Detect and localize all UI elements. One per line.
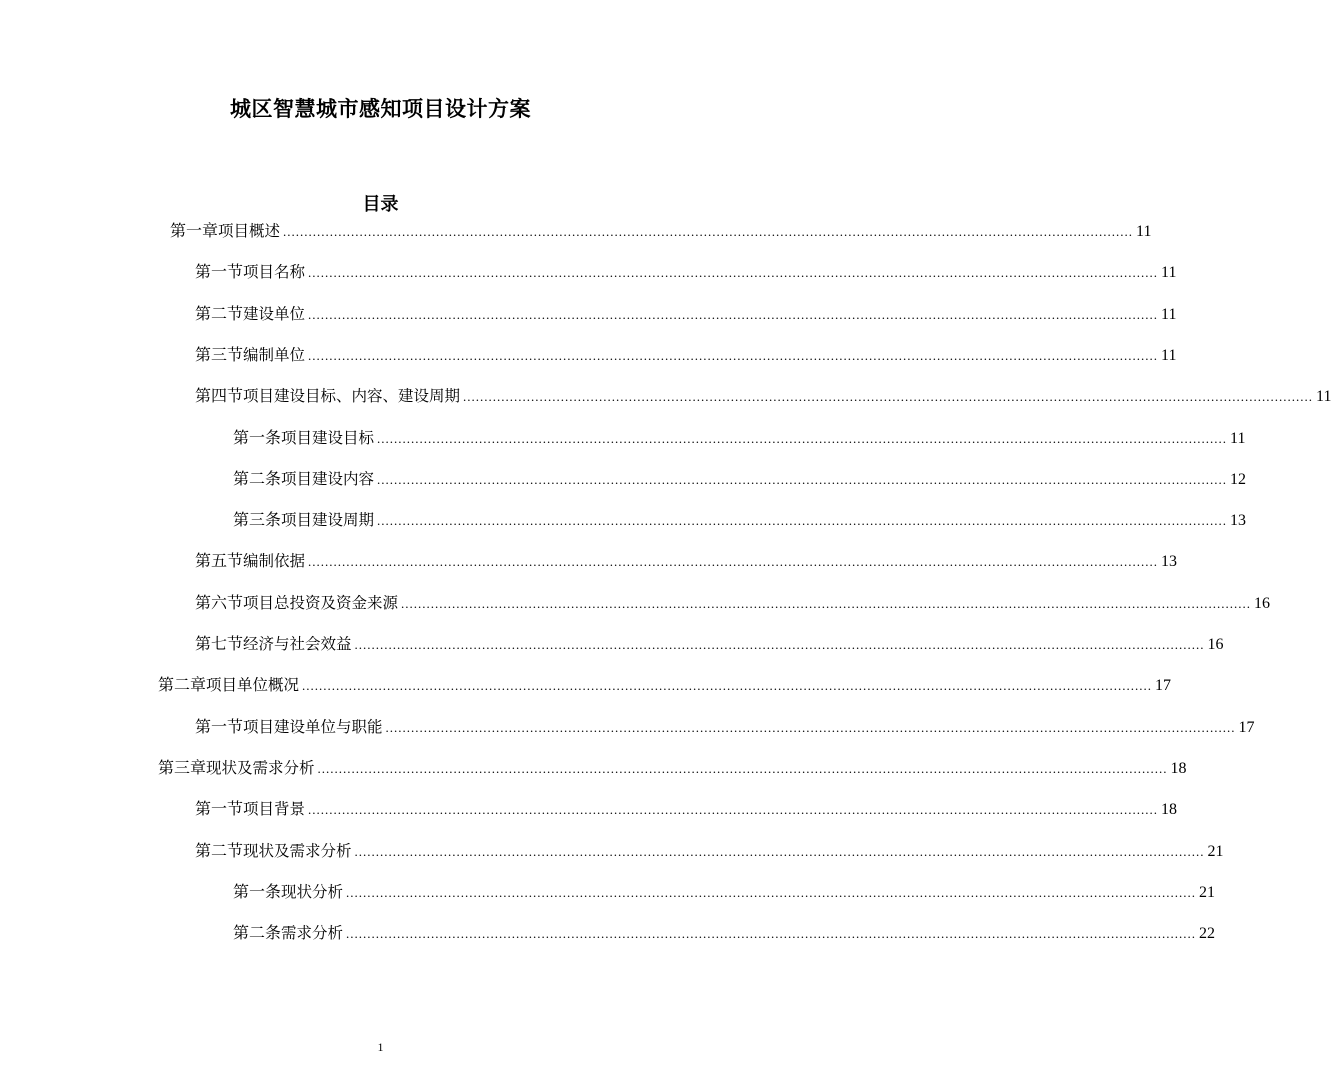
- toc-entry-label: 第一节: [195, 264, 244, 282]
- toc-entry-label: 第一节: [195, 718, 244, 736]
- toc-entry-page: 11: [1161, 264, 1177, 282]
- toc-entry-page: 22: [1199, 925, 1216, 943]
- toc-entry-leader: ........................................................................................................................................................................................................: [317, 760, 1168, 776]
- toc-entry-page: 11: [1230, 429, 1246, 447]
- toc-entry-leader: ........................................................................................................................................................................................................: [346, 926, 1197, 942]
- toc-entry-leader: ........................................................................................................................................................................................................: [302, 678, 1153, 694]
- toc-entry-leader: ........................................................................................................................................................................................................: [377, 430, 1228, 446]
- toc-entry-label: 第二条: [233, 470, 282, 488]
- toc-entry-label: 第二条: [233, 925, 282, 943]
- toc-entry[interactable]: [158, 672, 1172, 698]
- toc-entry[interactable]: [170, 218, 1152, 244]
- document-title: 城区智慧城市感知项目设计方案: [230, 97, 531, 121]
- toc-entry-leader: ........................................................................................................................................................................................................: [308, 347, 1159, 363]
- toc-entry-leader: ........................................................................................................................................................................................................: [346, 884, 1197, 900]
- toc-entry[interactable]: [195, 383, 1331, 409]
- toc-entry-label: 第二节: [195, 305, 244, 323]
- toc-entry-title: 编制单位: [243, 345, 306, 364]
- toc-entry-title: 编制依据: [243, 552, 306, 571]
- toc-entry-page: 11: [1161, 346, 1177, 364]
- toc-entry-title: 项目总投资及资金来源: [243, 593, 399, 612]
- toc-entry-title: 项目建设周期: [281, 511, 375, 530]
- toc-entry-title: 现状及需求分析: [243, 841, 352, 860]
- toc-entry-title: 项目建设目标: [281, 428, 375, 447]
- toc-entry-leader: ........................................................................................................................................................................................................: [463, 389, 1314, 405]
- toc-entry[interactable]: [195, 714, 1255, 740]
- toc-entry-title: 经济与社会效益: [243, 635, 352, 653]
- toc-entry-page: 11: [1161, 305, 1177, 323]
- toc-entry-leader: ........................................................................................................................................................................................................: [354, 637, 1205, 652]
- toc-entry-label: 第六节: [195, 594, 244, 612]
- toc-entry-page: 18: [1170, 759, 1187, 777]
- toc-entry-leader: ........................................................................................................................................................................................................: [377, 513, 1228, 529]
- toc-entry-page: 13: [1161, 553, 1178, 571]
- toc-entry-title: 项目建设单位与职能: [243, 717, 383, 736]
- toc-entry[interactable]: [233, 425, 1246, 451]
- toc-entry-label: 第五节: [195, 553, 244, 571]
- toc-entry-leader: ........................................................................................................................................................................................................: [308, 306, 1159, 322]
- toc-entry[interactable]: [195, 590, 1271, 616]
- toc-entry[interactable]: [195, 631, 1224, 657]
- toc-entry-title: 项目概述: [218, 222, 281, 240]
- toc-entry-label: 第一条: [233, 429, 282, 447]
- toc-entry[interactable]: [195, 301, 1177, 327]
- toc-entry-label: 第三章: [158, 759, 207, 777]
- toc-entry-leader: ........................................................................................................................................................................................................: [401, 595, 1252, 611]
- toc-entry-leader: ........................................................................................................................................................................................................: [283, 224, 1134, 239]
- toc-entry-page: 17: [1238, 718, 1255, 736]
- toc-entry-page: 17: [1155, 677, 1172, 695]
- toc-entry[interactable]: [158, 755, 1187, 781]
- toc-entry-page: 21: [1199, 883, 1216, 901]
- toc-entry-label: 第七节: [195, 636, 244, 653]
- toc-entry-label: 第一节: [195, 801, 244, 819]
- toc-entry[interactable]: [195, 838, 1224, 864]
- toc-entry-label: 第一条: [233, 883, 282, 901]
- toc-entry-page: 12: [1230, 470, 1247, 488]
- toc-entry-title: 需求分析: [281, 924, 344, 943]
- toc-entry-page: 18: [1161, 801, 1178, 819]
- toc-entry-title: 现状分析: [281, 882, 344, 901]
- toc-entry-label: 第三条: [233, 512, 282, 530]
- toc-entry-leader: ........................................................................................................................................................................................................: [308, 265, 1159, 281]
- toc-entry-title: 现状及需求分析: [206, 758, 315, 777]
- toc-entry[interactable]: [195, 548, 1178, 574]
- toc-entry[interactable]: [233, 920, 1216, 946]
- toc-entry[interactable]: [233, 466, 1247, 492]
- toc-entry[interactable]: [195, 259, 1177, 285]
- toc-entry-label: 第三节: [195, 346, 244, 364]
- toc-entry-page: 13: [1230, 512, 1247, 530]
- toc-entry-leader: ........................................................................................................................................................................................................: [308, 802, 1159, 818]
- page-number: 1: [377, 1040, 384, 1054]
- toc-entry-label: 第一章: [170, 223, 219, 240]
- toc-entry[interactable]: [233, 507, 1247, 533]
- toc-entry-leader: ........................................................................................................................................................................................................: [308, 554, 1159, 570]
- toc-entry-leader: ........................................................................................................................................................................................................: [377, 471, 1228, 487]
- toc-entry-title: 项目建设内容: [281, 469, 375, 488]
- toc-entry-title: 项目建设目标、内容、建设周期: [243, 387, 461, 406]
- toc-entry-title: 建设单位: [243, 304, 306, 323]
- toc-entry-page: 21: [1207, 842, 1224, 860]
- toc-entry[interactable]: [195, 342, 1177, 368]
- toc-entry-label: 第四节: [195, 388, 244, 406]
- toc-entry-title: 项目背景: [243, 800, 306, 819]
- toc-entry-label: 第二章: [158, 677, 207, 695]
- toc-entry-page: 11: [1136, 223, 1152, 240]
- toc-entry-leader: ........................................................................................................................................................................................................: [354, 843, 1205, 859]
- toc-entry-page: 16: [1254, 594, 1271, 612]
- toc-entry[interactable]: [195, 796, 1178, 822]
- toc-entry-leader: ........................................................................................................................................................................................................: [385, 719, 1236, 735]
- toc-entry-title: 项目单位概况: [206, 676, 300, 695]
- toc-entry-page: 11: [1316, 388, 1331, 406]
- toc-entry-title: 项目名称: [243, 263, 306, 282]
- toc-entry-page: 16: [1207, 636, 1224, 653]
- toc-heading: 目录: [362, 194, 399, 215]
- toc-entry[interactable]: [233, 879, 1216, 905]
- toc-entry-label: 第二节: [195, 842, 244, 860]
